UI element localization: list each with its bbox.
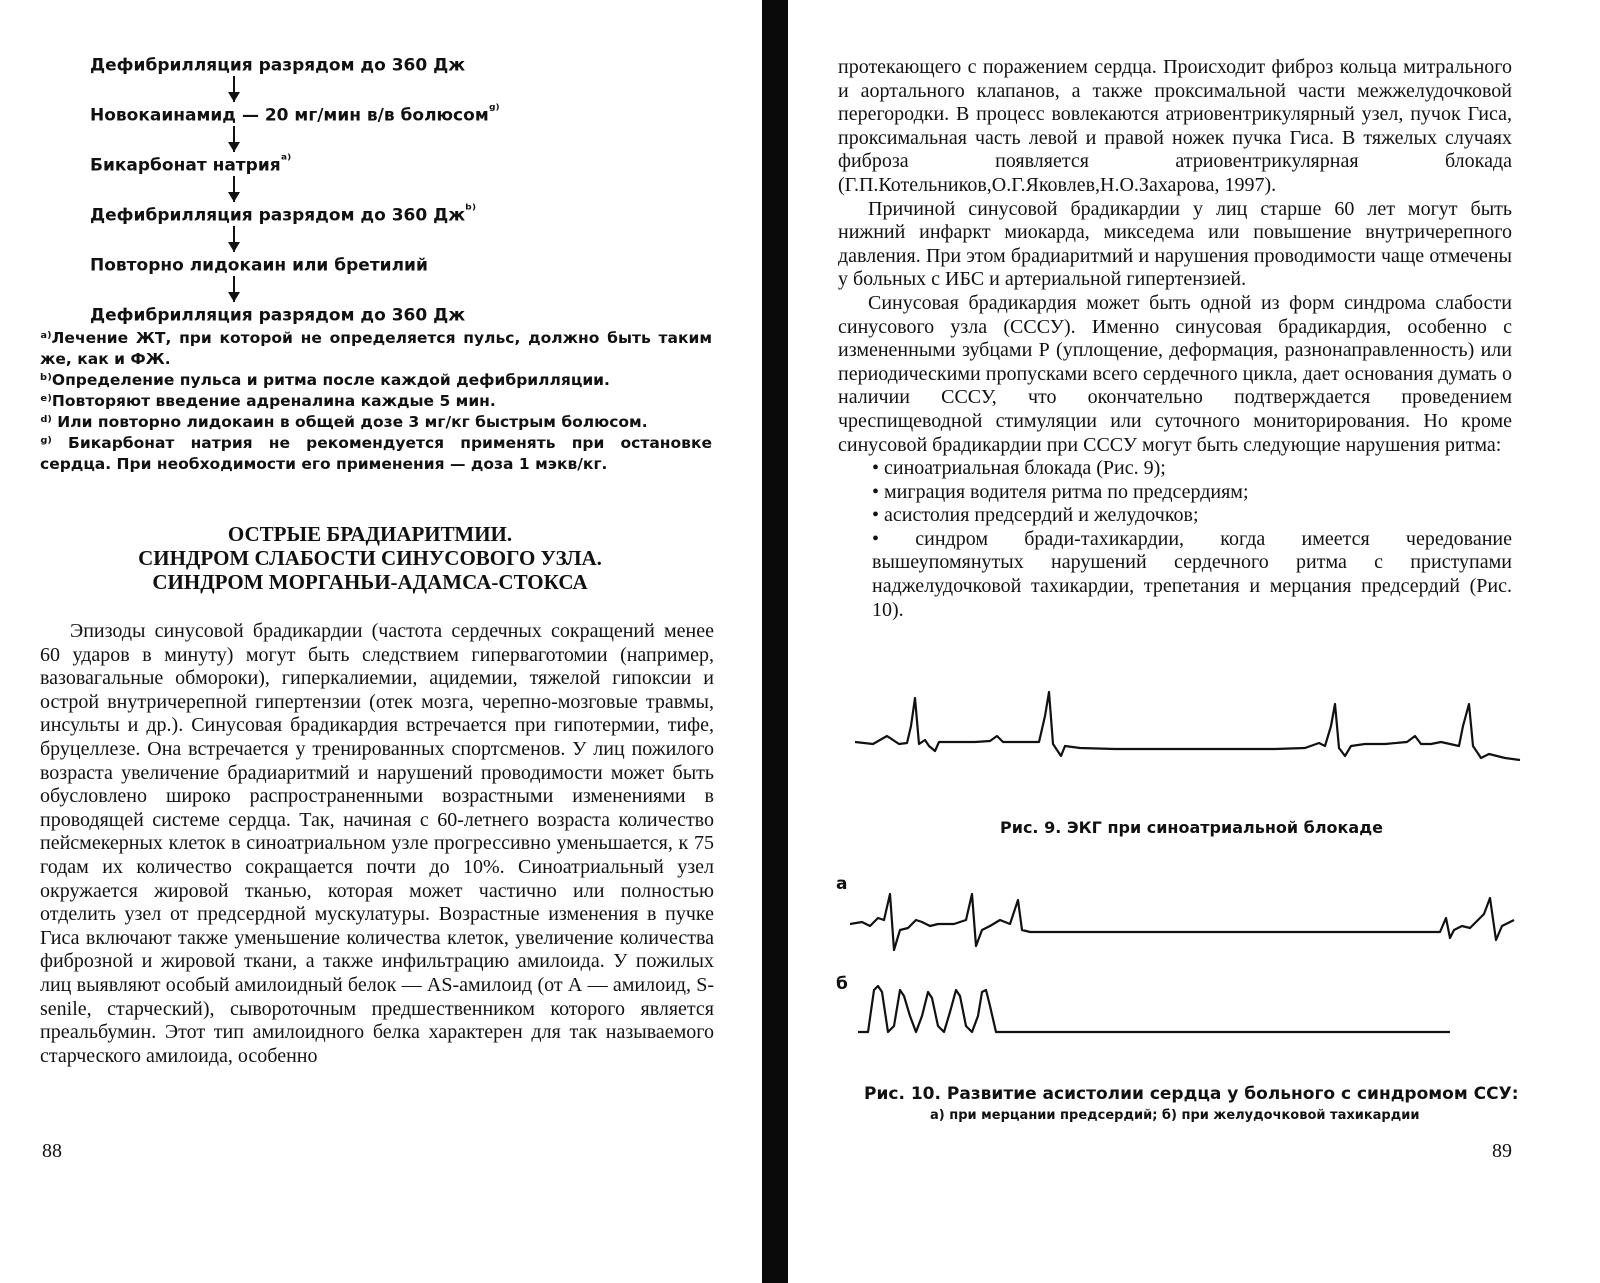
- right-body-text: [838, 56, 1512, 622]
- footnote: ᵈ⁾ Или повторно лидокаин в общей дозе 3 мг/кг быстрым болюсом.: [40, 413, 648, 431]
- bullet-item: • миграция водителя ритма по предсердиям;: [872, 480, 1249, 503]
- arrow-down-icon: [230, 226, 238, 252]
- flow-step-6: [90, 302, 465, 326]
- flow-step-text: Дефибрилляция разрядом до 360 Дж: [90, 55, 466, 76]
- figure-10-label-a: а: [836, 874, 848, 894]
- flow-step-3: [90, 152, 291, 176]
- left-page: [0, 0, 760, 1283]
- heading-line: ОСТРЫЕ БРАДИАРИТМИИ.: [227, 522, 513, 546]
- flow-step-text: Новокаинамид — 20 мг/мин в/в болюсом: [90, 105, 489, 126]
- heading-line: СИНДРОМ МОРГАНЬИ-АДАМСА-СТОКСА: [152, 570, 588, 594]
- ecg-trace-fig10a: [850, 894, 1514, 950]
- section-heading: [60, 522, 680, 594]
- flow-step-4: [90, 202, 476, 226]
- bullet-item: • синоатриальная блокада (Рис. 9);: [872, 457, 1166, 480]
- flow-step-5: [90, 252, 428, 276]
- arrow-down-icon: [230, 76, 238, 102]
- footnote: ᵍ⁾ Бикарбонат натрия не рекомендуется применять при остановке сердца. При необходимости его применения — доза 1 мэкв/кг.: [40, 434, 712, 473]
- footnotes: [40, 328, 712, 475]
- figure-10-subcaption: а) при мерцании предсердий; б) при желудочковой тахикардии: [930, 1108, 1420, 1123]
- right-page: [800, 0, 1600, 1283]
- book-spine-shadow: [762, 0, 788, 1283]
- page-number-left: 88: [42, 1140, 62, 1162]
- bullet-item: • синдром бради-тахикардии, когда имеется чередование вышеупомянутых нарушений сердечного ритма с приступами наджелудочковой тахикардии, трепетания и мерцания предсердий (Рис. 10).: [872, 527, 1512, 621]
- arrow-down-icon: [230, 126, 238, 152]
- flow-step-mark: ᵇ⁾: [465, 202, 477, 218]
- left-body-text: [40, 620, 714, 1068]
- flow-step-2: [90, 102, 500, 126]
- footnote: ᵃ⁾Лечение ЖТ, при которой не определяется пульс, должно быть таким же, как и ФЖ.: [40, 329, 712, 368]
- paragraph: протекающего с поражением сердца. Происходит фиброз кольца митрального и аортального клапанов, а также проксимальной части межжелудочковой перегородки. В процесс вовлекаются атриовентрикулярный узел, пучок Гиса, проксимальная часть левой и правой ножек пучка Гиса. В тяжелых случаях фиброза появляется атриовентрикулярная блокада (Г.П.Котельников,О.Г.Яковлев,Н.О.Захарова, 1997).: [838, 56, 1512, 196]
- footnote: ᵉ⁾Повторяют введение адреналина каждые 5 мин.: [40, 392, 496, 410]
- flow-step-mark: ᵃ⁾: [280, 152, 292, 168]
- heading-line: СИНДРОМ СЛАБОСТИ СИНУСОВОГО УЗЛА.: [138, 546, 602, 570]
- ecg-trace-fig9: [855, 692, 1520, 760]
- flow-step-text: Повторно лидокаин или бретилий: [90, 255, 428, 276]
- flow-step-text: Дефибрилляция разрядом до 360 Дж: [90, 205, 466, 226]
- arrow-down-icon: [230, 276, 238, 302]
- ecg-figure-9: [855, 686, 1525, 782]
- figure-10-label-b: б: [836, 974, 848, 994]
- page-number-right: 89: [1492, 1140, 1512, 1162]
- figure-9-caption: Рис. 9. ЭКГ при синоатриальной блокаде: [1000, 818, 1383, 837]
- ecg-figure-10b: [858, 976, 1458, 1046]
- flow-step-mark: ᵍ⁾: [488, 102, 500, 118]
- flow-step-text: Дефибрилляция разрядом до 360 Дж: [90, 305, 466, 326]
- figure-10-caption: Рис. 10. Развитие асистолии сердца у больного с синдромом ССУ:: [864, 1084, 1519, 1104]
- paragraph: Эпизоды синусовой брадикардии (частота сердечных сокращений менее 60 ударов в минуту) могут быть следствием гиперваготомии (например, вазовагальные обмороки), гиперкалиемии, ацидемии, тяжелой гипоксии и острой внутричерепной гипертензии (отек мозга, черепно-мозговые травмы, инсульты и др.). Синусовая брадикардия встречается при гипотермии, тифе, бруцеллезе. Она встречается у тренированных спортсменов. У лиц пожилого возраста увеличение брадиаритмий и нарушений проводимости может быть обусловлено широко распространенными возрастными изменениями в проводящей системе сердца. Так, начиная с 60-летнего возраста количество пейсмекерных клеток в синоатриальном узле прогрессивно уменьшается, к 75 годам их количество сокращается почти до 10%. Синоатриальный узел окружается жировой тканью, которая может частично или полностью отделить узел от предсердной мускулатуры. Возрастные изменения в пучке Гиса включают также уменьшение количества клеток, увеличение количества фиброзной и жировой ткани, а также инфильтрацию амилоида. У пожилых лиц выявляют особый амилоидный белок — AS-амилоид (от А — амилоид, S-senile, старческий), сывороточным предшественником которого является преальбумин. Этот тип амилоидного белка характерен для так называемого старческого амилоида, особенно: [40, 620, 714, 1067]
- arrow-down-icon: [230, 176, 238, 202]
- flow-step-text: Бикарбонат натрия: [90, 155, 281, 176]
- paragraph: Синусовая брадикардия может быть одной из форм синдрома слабости синусового узла (СССУ). Именно синусовая брадикардия, особенно с измененными зубцами Р (уплощение, деформация, разнонаправленность) или периодическими пропусками всего сердечного цикла, дает основания думать о наличии СССУ, что окончательно подтверждается проведением чреспищеводной стимуляции или суточного мониторирования. Но кроме синусовой брадикардии при СССУ могут быть следующие нарушения ритма:: [838, 291, 1512, 456]
- paragraph: Причиной синусовой брадикардии у лиц старше 60 лет могут быть нижний инфаркт миокарда, микседема или повышение внутричерепного давления. При этом брадиаритмий и нарушения проводимости чаще отмечены у больных с ИБС и артериальной гипертензией.: [838, 197, 1512, 291]
- bullet-item: • асистолия предсердий и желудочков;: [872, 504, 1199, 527]
- flow-step-1: [90, 52, 465, 76]
- ecg-trace-fig10b: [858, 986, 1450, 1032]
- ecg-figure-10a: [850, 890, 1530, 960]
- footnote: ᵇ⁾Определение пульса и ритма после каждой дефибрилляции.: [40, 371, 610, 389]
